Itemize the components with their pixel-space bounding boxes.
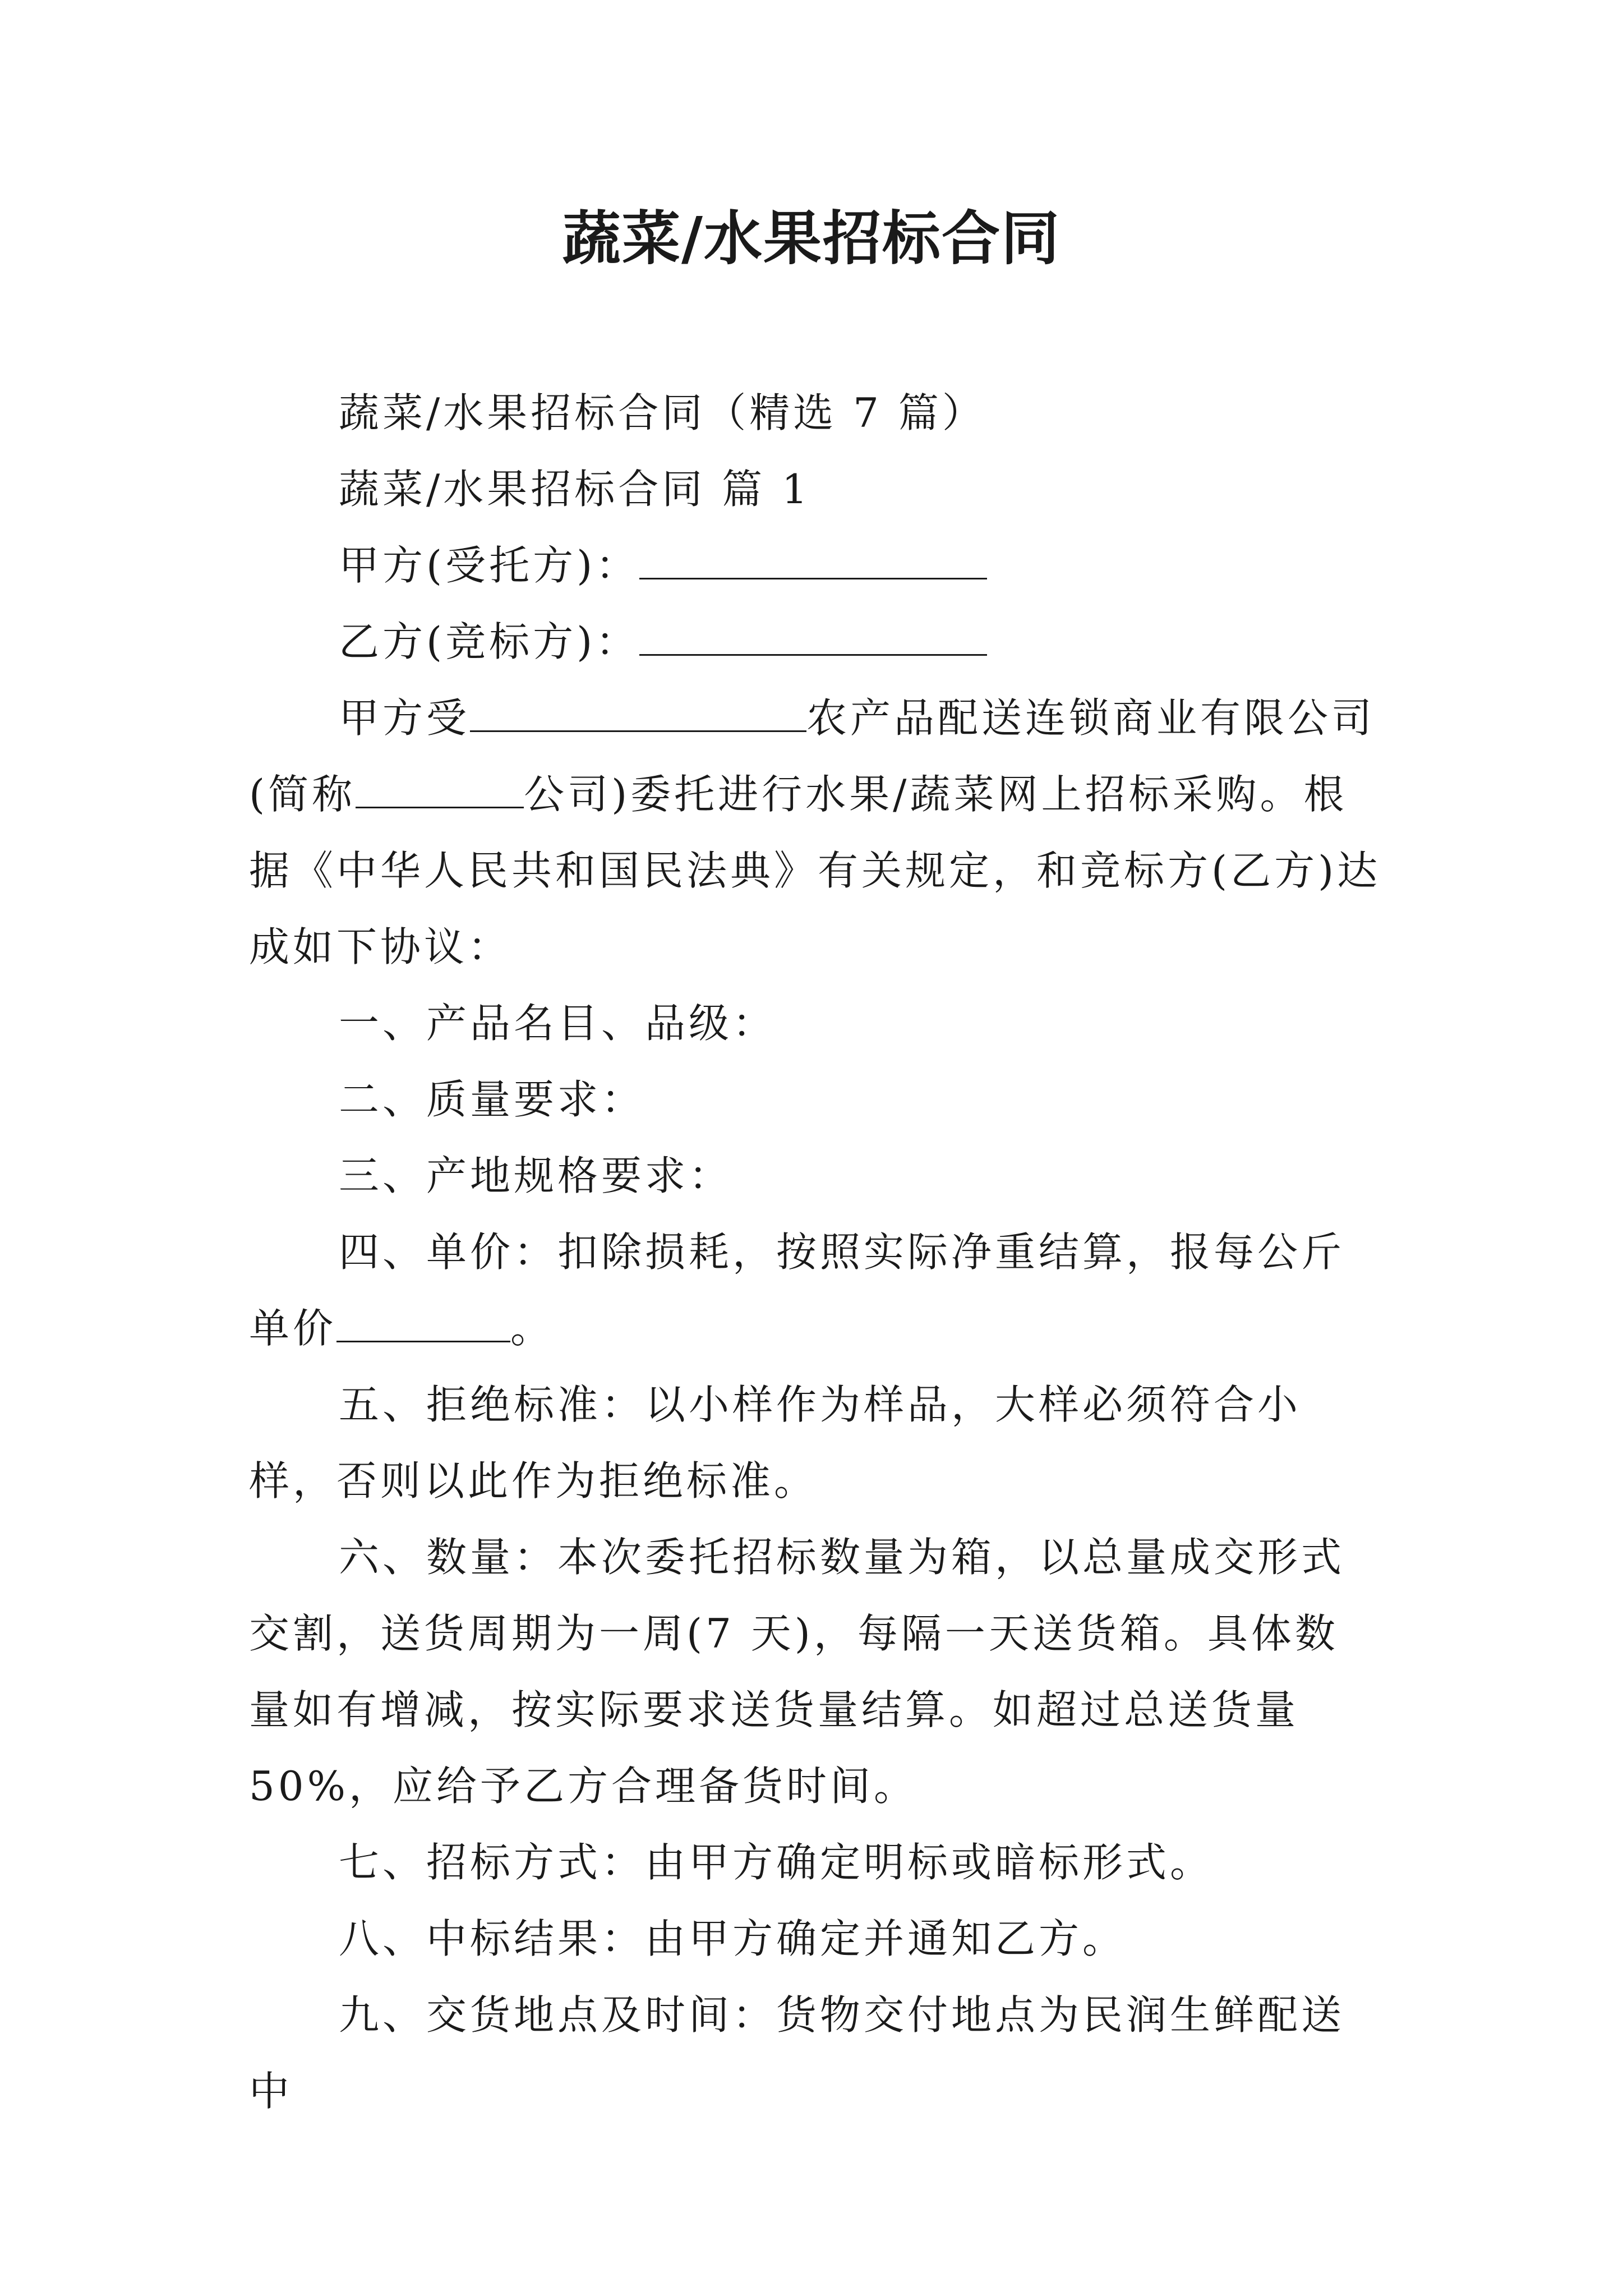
clause-1: 一、产品名目、品级： [339,1000,777,1047]
unit-price-blank [336,1307,510,1342]
party-a-blank [639,544,987,579]
clause-3: 三、产地规格要求： [339,1152,733,1199]
intro-text-2: 农产品配送连锁商业有限公司(简称 [249,694,1376,818]
party-b-blank [639,620,987,656]
clause-4-text: 四、单价：扣除损耗，按照实际净重结算，报每公斤单价 [249,1228,1345,1352]
party-a-line [249,527,1382,604]
subtitle: 蔬菜/水果招标合同（精选 7 篇） [339,389,986,436]
intro-text-3: 公司)委托进行水果/蔬菜网上招标采购。根据《中华人民共和国民法典》有关规定，和竞标方(乙方)达成如下协议： [249,771,1381,970]
company-name-blank [470,697,806,732]
party-b-label: 乙方(竞标方)： [339,618,640,665]
clause-8: 八、中标结果：由甲方确定并通知乙方。 [339,1915,1127,1962]
clause-5: 五、拒绝标准：以小样作为样品，大样必须符合小样，否则以此作为拒绝标准。 [249,1381,1302,1504]
party-b-line [249,604,1382,680]
section-heading: 蔬菜/水果招标合同 篇 1 [339,466,811,513]
clause-2: 二、质量要求： [339,1076,645,1123]
clause-9: 九、交货地点及时间：货物交付地点为民润生鲜配送中 [249,1991,1345,2115]
document-body [249,375,1382,2129]
clause-7: 七、招标方式：由甲方确定明标或暗标形式。 [339,1839,1214,1886]
company-short-name-blank [356,773,524,808]
intro-paragraph [249,680,1382,985]
document-title: 蔬菜/水果招标合同 [562,204,1061,273]
party-a-label: 甲方(受托方)： [339,542,640,589]
clause-4-end: 。 [510,1305,555,1352]
intro-text-1: 甲方受 [339,694,471,742]
clause-4 [249,1214,1382,1366]
clause-6: 六、数量：本次委托招标数量为箱，以总量成交形式交割，送货周期为一周(7 天)，每隔一天送货箱。具体数量如有增减，按实际要求送货量结算。如超过总送货量 50%，应给予乙方合理备货时间。 [249,1534,1345,1810]
